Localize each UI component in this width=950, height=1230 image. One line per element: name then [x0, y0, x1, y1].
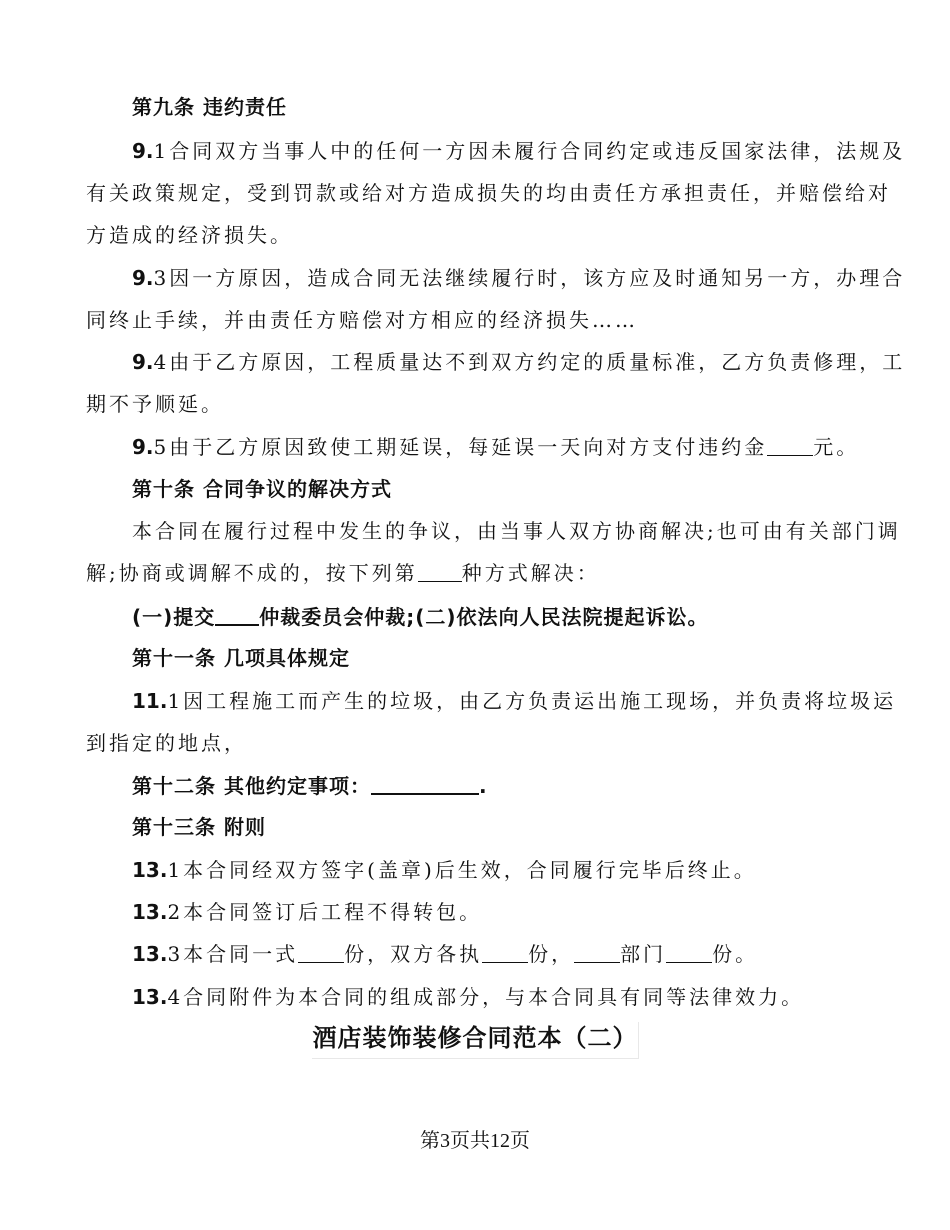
- clause-number: 9.: [132, 139, 154, 163]
- blank-underline: [418, 561, 462, 582]
- blank-underline: [574, 942, 620, 963]
- paragraph-9-1-line-3: 方造成的经济损失。: [86, 223, 293, 247]
- clause-number: 13.: [132, 942, 168, 966]
- blank-underline: [767, 435, 813, 456]
- paragraph-13-4: 13.4合同附件为本合同的组成部分，与本合同具有同等法律效力。: [132, 985, 805, 1009]
- blank-underline: [215, 604, 259, 626]
- paragraph-10-line-1: 本合同在履行过程中发生的争议，由当事人双方协商解决;也可由有关部门调: [132, 519, 901, 543]
- paragraph-11-1-line-2: 到指定的地点，: [86, 731, 247, 755]
- paragraph-13-1: 13.1本合同经双方签字(盖章)后生效，合同履行完毕后终止。: [132, 858, 757, 882]
- paragraph-13-2: 13.2本合同签订后工程不得转包。: [132, 900, 483, 924]
- section-heading: 酒店装饰装修合同范本（二）: [312, 1022, 639, 1059]
- paragraph-9-3-line-2: 同终止手续，并由责任方赔偿对方相应的经济损失……: [86, 308, 638, 332]
- paragraph-9-3-line-1: 9.3因一方原因，造成合同无法继续履行时，该方应及时通知另一方，办理合: [132, 266, 906, 290]
- article-12-title: 第十二条 其他约定事项： .: [132, 774, 488, 798]
- clause-number: 13.: [132, 900, 168, 924]
- paragraph-9-4-line-1: 9.4由于乙方原因，工程质量达不到双方约定的质量标准，乙方负责修理，工: [132, 350, 906, 374]
- article-11-title: 第十一条 几项具体规定: [132, 646, 350, 670]
- page-footer: 第3页共12页: [420, 1130, 530, 1152]
- blank-underline: [371, 773, 479, 795]
- blank-underline: [666, 942, 712, 963]
- paragraph-11-1-line-1: 11.1因工程施工而产生的垃圾，由乙方负责运出施工现场，并负责将垃圾运: [132, 689, 897, 713]
- clause-number: 9.: [132, 435, 154, 459]
- article-10-title: 第十条 合同争议的解决方式: [132, 477, 392, 501]
- clause-number: 13.: [132, 985, 168, 1009]
- blank-underline: [298, 942, 344, 963]
- paragraph-10-options: (一)提交 仲裁委员会仲裁;(二)依法向人民法院提起诉讼。: [132, 605, 709, 629]
- paragraph-9-1-line-1: 9.1合同双方当事人中的任何一方因未履行合同约定或违反国家法律，法规及: [132, 139, 906, 163]
- clause-number: 9.: [132, 350, 154, 374]
- article-13-title: 第十三条 附则: [132, 815, 266, 839]
- paragraph-9-5: 9.5由于乙方原因致使工期延误，每延误一天向对方支付违约金 元。: [132, 435, 860, 459]
- paragraph-9-1-line-2: 有关政策规定，受到罚款或给对方造成损失的均由责任方承担责任，并赔偿给对: [86, 181, 891, 205]
- clause-number: 9.: [132, 266, 154, 290]
- paragraph-9-4-line-2: 期不予顺延。: [86, 392, 224, 416]
- article-9-title: 第九条 违约责任: [132, 95, 287, 119]
- paragraph-13-3: 13.3本合同一式 份，双方各执 份， 部门 份。: [132, 942, 759, 966]
- blank-underline: [482, 942, 528, 963]
- clause-number: 13.: [132, 858, 168, 882]
- paragraph-10-line-2: 解;协商或调解不成的，按下列第 种方式解决：: [86, 561, 600, 585]
- clause-number: 11.: [132, 689, 168, 713]
